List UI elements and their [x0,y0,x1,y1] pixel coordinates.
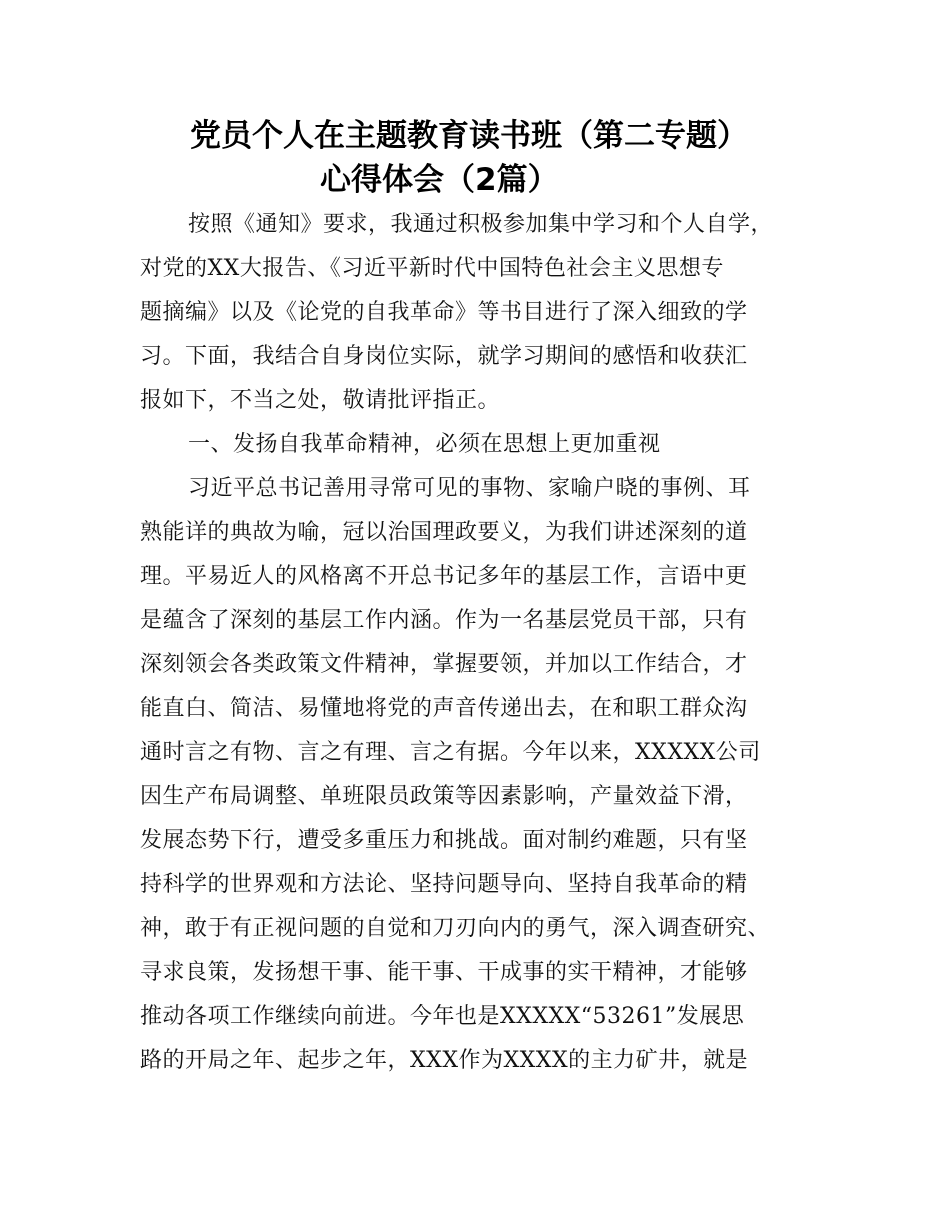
paragraph-line: 路的开局之年、起步之年，XXX作为XXXX的主力矿井，就是 [140,1048,749,1073]
document-title-line-2: 心得体会（2篇） [320,162,559,198]
document-body [140,203,840,1083]
section-heading: 一、发扬自我革命精神，必须在思想上更加重视 [188,432,661,457]
paragraph-line: 是蕴含了深刻的基层工作内涵。作为一名基层党员干部，只有 [140,608,748,633]
paragraph-line: 习近平总书记善用寻常可见的事物、家喻户晓的事例、耳 [188,476,751,501]
paragraph-line: 神，敢于有正视问题的自觉和刀刃向内的勇气，深入调查研究、 [140,916,771,941]
paragraph-line: 深刻领会各类政策文件精神，掌握要领，并加以工作结合，才 [140,652,748,677]
document-title-line-1: 党员个人在主题教育读书班（第二专题） [190,118,748,154]
paragraph-line: 发展态势下行，遭受多重压力和挑战。面对制约难题，只有坚 [140,828,748,853]
paragraph-line: 寻求良策，发扬想干事、能干事、干成事的实干精神，才能够 [140,960,748,985]
paragraph-line: 推动各项工作继续向前进。今年也是XXXXX“53261”发展思 [140,1004,745,1029]
paragraph-line: 因生产布局调整、单班限员政策等因素影响，产量效益下滑， [140,784,748,809]
paragraph-line: 习。下面，我结合自身岗位实际，就学习期间的感悟和收获汇 [140,344,748,369]
paragraph-line: 题摘编》以及《论党的自我革命》等书目进行了深入细致的学 [140,300,748,325]
paragraph-line: 对党的XX大报告、《习近平新时代中国特色社会主义思想专 [140,256,724,281]
paragraph-line: 理。平易近人的风格离不开总书记多年的基层工作，言语中更 [140,564,748,589]
paragraph-line: 报如下，不当之处，敬请批评指正。 [140,388,501,413]
paragraph-line: 按照《通知》要求，我通过积极参加集中学习和个人自学， [188,212,774,237]
paragraph-line: 熟能详的典故为喻，冠以治国理政要义，为我们讲述深刻的道 [140,520,748,545]
paragraph-line: 能直白、简洁、易懂地将党的声音传递出去，在和职工群众沟 [140,696,748,721]
paragraph-line: 持科学的世界观和方法论、坚持问题导向、坚持自我革命的精 [140,872,748,897]
paragraph-line: 通时言之有物、言之有理、言之有据。今年以来，XXXXX公司 [140,740,761,765]
